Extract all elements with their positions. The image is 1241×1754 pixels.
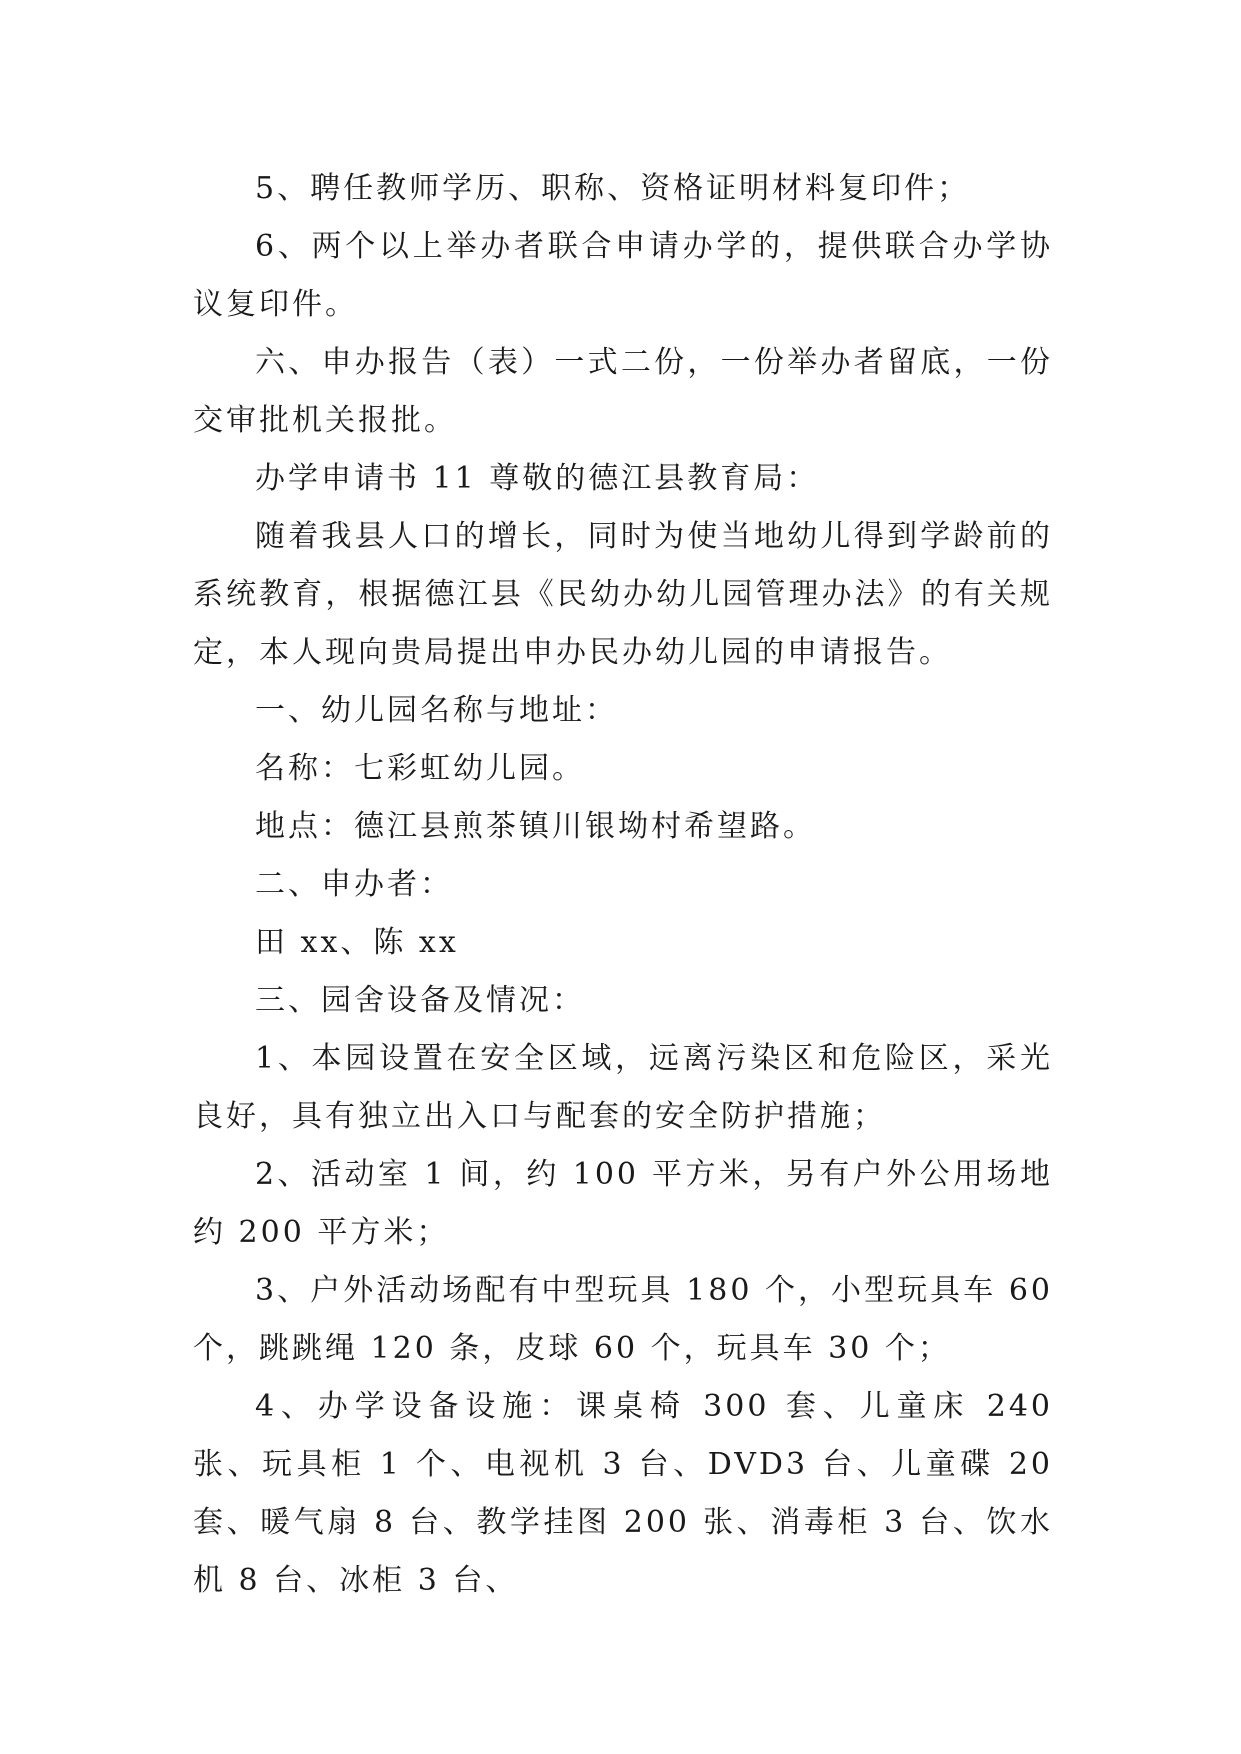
paragraph-14: 3、户外活动场配有中型玩具 180 个，小型玩具车 60 个，跳跳绳 120 条，皮球 60 个，玩具车 30 个； xyxy=(193,1273,1053,1366)
paragraph-12: 1、本园设置在安全区域，远离污染区和危险区，采光良好，具有独立出入口与配套的安全防护措施； xyxy=(193,1041,1053,1134)
paragraph-3: 六、申办报告（表）一式二份，一份举办者留底，一份交审批机关报批。 xyxy=(193,345,1053,438)
paragraph-9: 二、申办者： xyxy=(255,867,453,902)
paragraph-6: 一、幼儿园名称与地址： xyxy=(255,693,618,728)
paragraph-1: 5、聘任教师学历、职称、资格证明材料复印件； xyxy=(255,171,971,206)
paragraph-5: 随着我县人口的增长，同时为使当地幼儿得到学龄前的系统教育，根据德江县《民幼办幼儿园管理办法》的有关规定，本人现向贵局提出申办民办幼儿园的申请报告。 xyxy=(193,519,1053,670)
paragraph-4: 办学申请书 11 尊敬的德江县教育局： xyxy=(255,461,820,496)
paragraph-11: 三、园舍设备及情况： xyxy=(255,983,585,1018)
paragraph-10: 田 xx、陈 xx xyxy=(255,925,459,960)
paragraph-2: 6、两个以上举办者联合申请办学的，提供联合办学协议复印件。 xyxy=(193,229,1053,322)
paragraph-15: 4、办学设备设施：课桌椅 300 套、儿童床 240 张、玩具柜 1 个、电视机 3 台、DVD3 台、儿童碟 20 套、暖气扇 8 台、教学挂图 200 张、消毒柜 3 台、饮水机 8 台、冰柜 3 台、 xyxy=(193,1389,1053,1598)
paragraph-8: 地点：德江县煎茶镇川银坳村希望路。 xyxy=(255,809,816,844)
paragraph-7: 名称：七彩虹幼儿园。 xyxy=(255,751,585,786)
paragraph-13: 2、活动室 1 间，约 100 平方米，另有户外公用场地约 200 平方米； xyxy=(193,1157,1053,1250)
document-body xyxy=(193,160,1053,1610)
